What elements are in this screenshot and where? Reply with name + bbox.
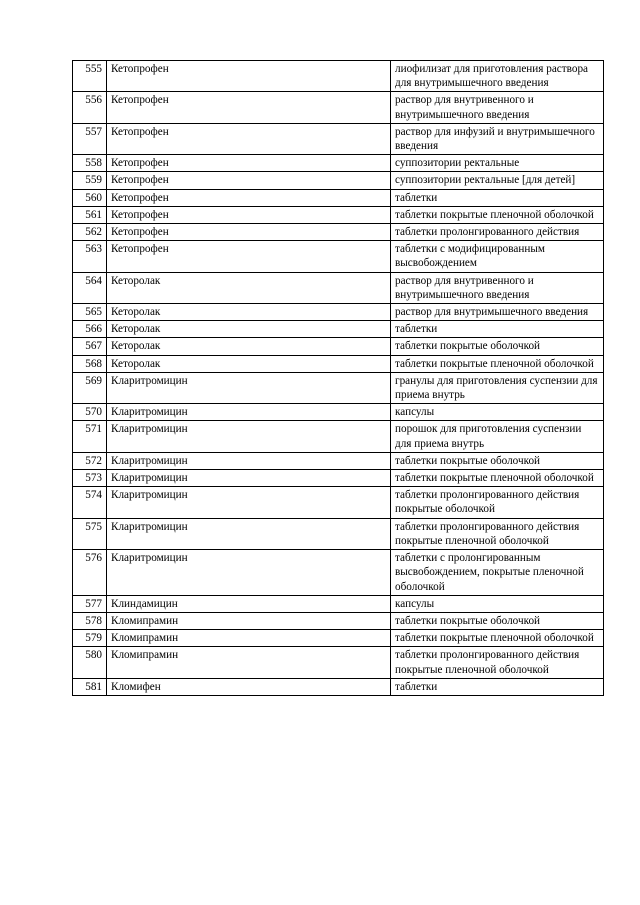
table-row [73,155,604,172]
table-row [73,404,604,421]
dosage-form-cell: таблетки пролонгированного действия [391,224,604,241]
drug-name-cell: Кломипрамин [107,647,391,678]
drug-name-cell: Клиндамицин [107,595,391,612]
row-number-cell: 572 [73,452,107,469]
table-row [73,550,604,596]
dosage-form-cell: таблетки покрытые пленочной оболочкой [391,470,604,487]
drug-name-cell: Кетопрофен [107,189,391,206]
row-number-cell: 570 [73,404,107,421]
table-row [73,678,604,695]
drug-name-cell: Кетопрофен [107,241,391,272]
table-row [73,241,604,272]
row-number-cell: 580 [73,647,107,678]
table-row [73,487,604,518]
row-number-cell: 558 [73,155,107,172]
dosage-form-cell: таблетки пролонгированного действия покрытые пленочной оболочкой [391,647,604,678]
row-number-cell: 573 [73,470,107,487]
row-number-cell: 560 [73,189,107,206]
row-number-cell: 569 [73,372,107,403]
dosage-form-cell: таблетки покрытые оболочкой [391,338,604,355]
row-number-cell: 561 [73,206,107,223]
drug-name-cell: Кларитромицин [107,470,391,487]
table-row [73,338,604,355]
dosage-form-cell: суппозитории ректальные [для детей] [391,172,604,189]
dosage-form-cell: таблетки с пролонгированным высвобождением, покрытые пленочной оболочкой [391,550,604,596]
row-number-cell: 565 [73,304,107,321]
table-row [73,355,604,372]
dosage-form-cell: таблетки покрытые пленочной оболочкой [391,355,604,372]
drug-name-cell: Кларитромицин [107,372,391,403]
drug-list-table [72,60,604,696]
drug-name-cell: Кеторолак [107,338,391,355]
dosage-form-cell: раствор для внутривенного и внутримышечного введения [391,272,604,303]
table-row [73,421,604,452]
dosage-form-cell: таблетки [391,321,604,338]
drug-name-cell: Кеторолак [107,272,391,303]
table-row [73,647,604,678]
dosage-form-cell: таблетки пролонгированного действия покрытые пленочной оболочкой [391,518,604,549]
row-number-cell: 567 [73,338,107,355]
row-number-cell: 556 [73,92,107,123]
table-row [73,518,604,549]
dosage-form-cell: капсулы [391,595,604,612]
table-row [73,189,604,206]
dosage-form-cell: раствор для инфузий и внутримышечного введения [391,123,604,154]
table-row [73,595,604,612]
dosage-form-cell: лиофилизат для приготовления раствора для внутримышечного введения [391,61,604,92]
dosage-form-cell: таблетки пролонгированного действия покрытые оболочкой [391,487,604,518]
drug-name-cell: Кларитромицин [107,404,391,421]
drug-name-cell: Кеторолак [107,355,391,372]
drug-name-cell: Кетопрофен [107,206,391,223]
table-row [73,372,604,403]
drug-name-cell: Кетопрофен [107,123,391,154]
table-row [73,612,604,629]
drug-name-cell: Кетопрофен [107,224,391,241]
row-number-cell: 574 [73,487,107,518]
dosage-form-cell: раствор для внутривенного и внутримышечного введения [391,92,604,123]
drug-name-cell: Кларитромицин [107,487,391,518]
drug-name-cell: Кларитромицин [107,421,391,452]
row-number-cell: 557 [73,123,107,154]
row-number-cell: 576 [73,550,107,596]
table-row [73,304,604,321]
dosage-form-cell: суппозитории ректальные [391,155,604,172]
row-number-cell: 571 [73,421,107,452]
dosage-form-cell: таблетки [391,678,604,695]
drug-name-cell: Кетопрофен [107,61,391,92]
table-row [73,172,604,189]
dosage-form-cell: таблетки покрытые пленочной оболочкой [391,630,604,647]
drug-name-cell: Кетопрофен [107,92,391,123]
drug-name-cell: Кломипрамин [107,612,391,629]
drug-name-cell: Кларитромицин [107,518,391,549]
dosage-form-cell: таблетки покрытые оболочкой [391,452,604,469]
drug-name-cell: Кломифен [107,678,391,695]
dosage-form-cell: таблетки покрытые оболочкой [391,612,604,629]
row-number-cell: 579 [73,630,107,647]
drug-name-cell: Кларитромицин [107,550,391,596]
table-row [73,206,604,223]
dosage-form-cell: таблетки с модифицированным высвобождением [391,241,604,272]
table-row [73,272,604,303]
table-row [73,123,604,154]
drug-name-cell: Кломипрамин [107,630,391,647]
drug-name-cell: Кетопрофен [107,172,391,189]
table-row [73,452,604,469]
table-row [73,630,604,647]
row-number-cell: 566 [73,321,107,338]
dosage-form-cell: гранулы для приготовления суспензии для приема внутрь [391,372,604,403]
table-row [73,224,604,241]
table-row [73,61,604,92]
dosage-form-cell: капсулы [391,404,604,421]
drug-name-cell: Кеторолак [107,321,391,338]
drug-name-cell: Кетопрофен [107,155,391,172]
row-number-cell: 575 [73,518,107,549]
table-row [73,321,604,338]
row-number-cell: 568 [73,355,107,372]
row-number-cell: 559 [73,172,107,189]
row-number-cell: 578 [73,612,107,629]
row-number-cell: 581 [73,678,107,695]
table-row [73,92,604,123]
dosage-form-cell: таблетки [391,189,604,206]
table-row [73,470,604,487]
dosage-form-cell: порошок для приготовления суспензии для приема внутрь [391,421,604,452]
row-number-cell: 563 [73,241,107,272]
drug-name-cell: Кеторолак [107,304,391,321]
table-body [73,61,604,696]
row-number-cell: 555 [73,61,107,92]
drug-name-cell: Кларитромицин [107,452,391,469]
row-number-cell: 577 [73,595,107,612]
row-number-cell: 562 [73,224,107,241]
dosage-form-cell: раствор для внутримышечного введения [391,304,604,321]
row-number-cell: 564 [73,272,107,303]
dosage-form-cell: таблетки покрытые пленочной оболочкой [391,206,604,223]
